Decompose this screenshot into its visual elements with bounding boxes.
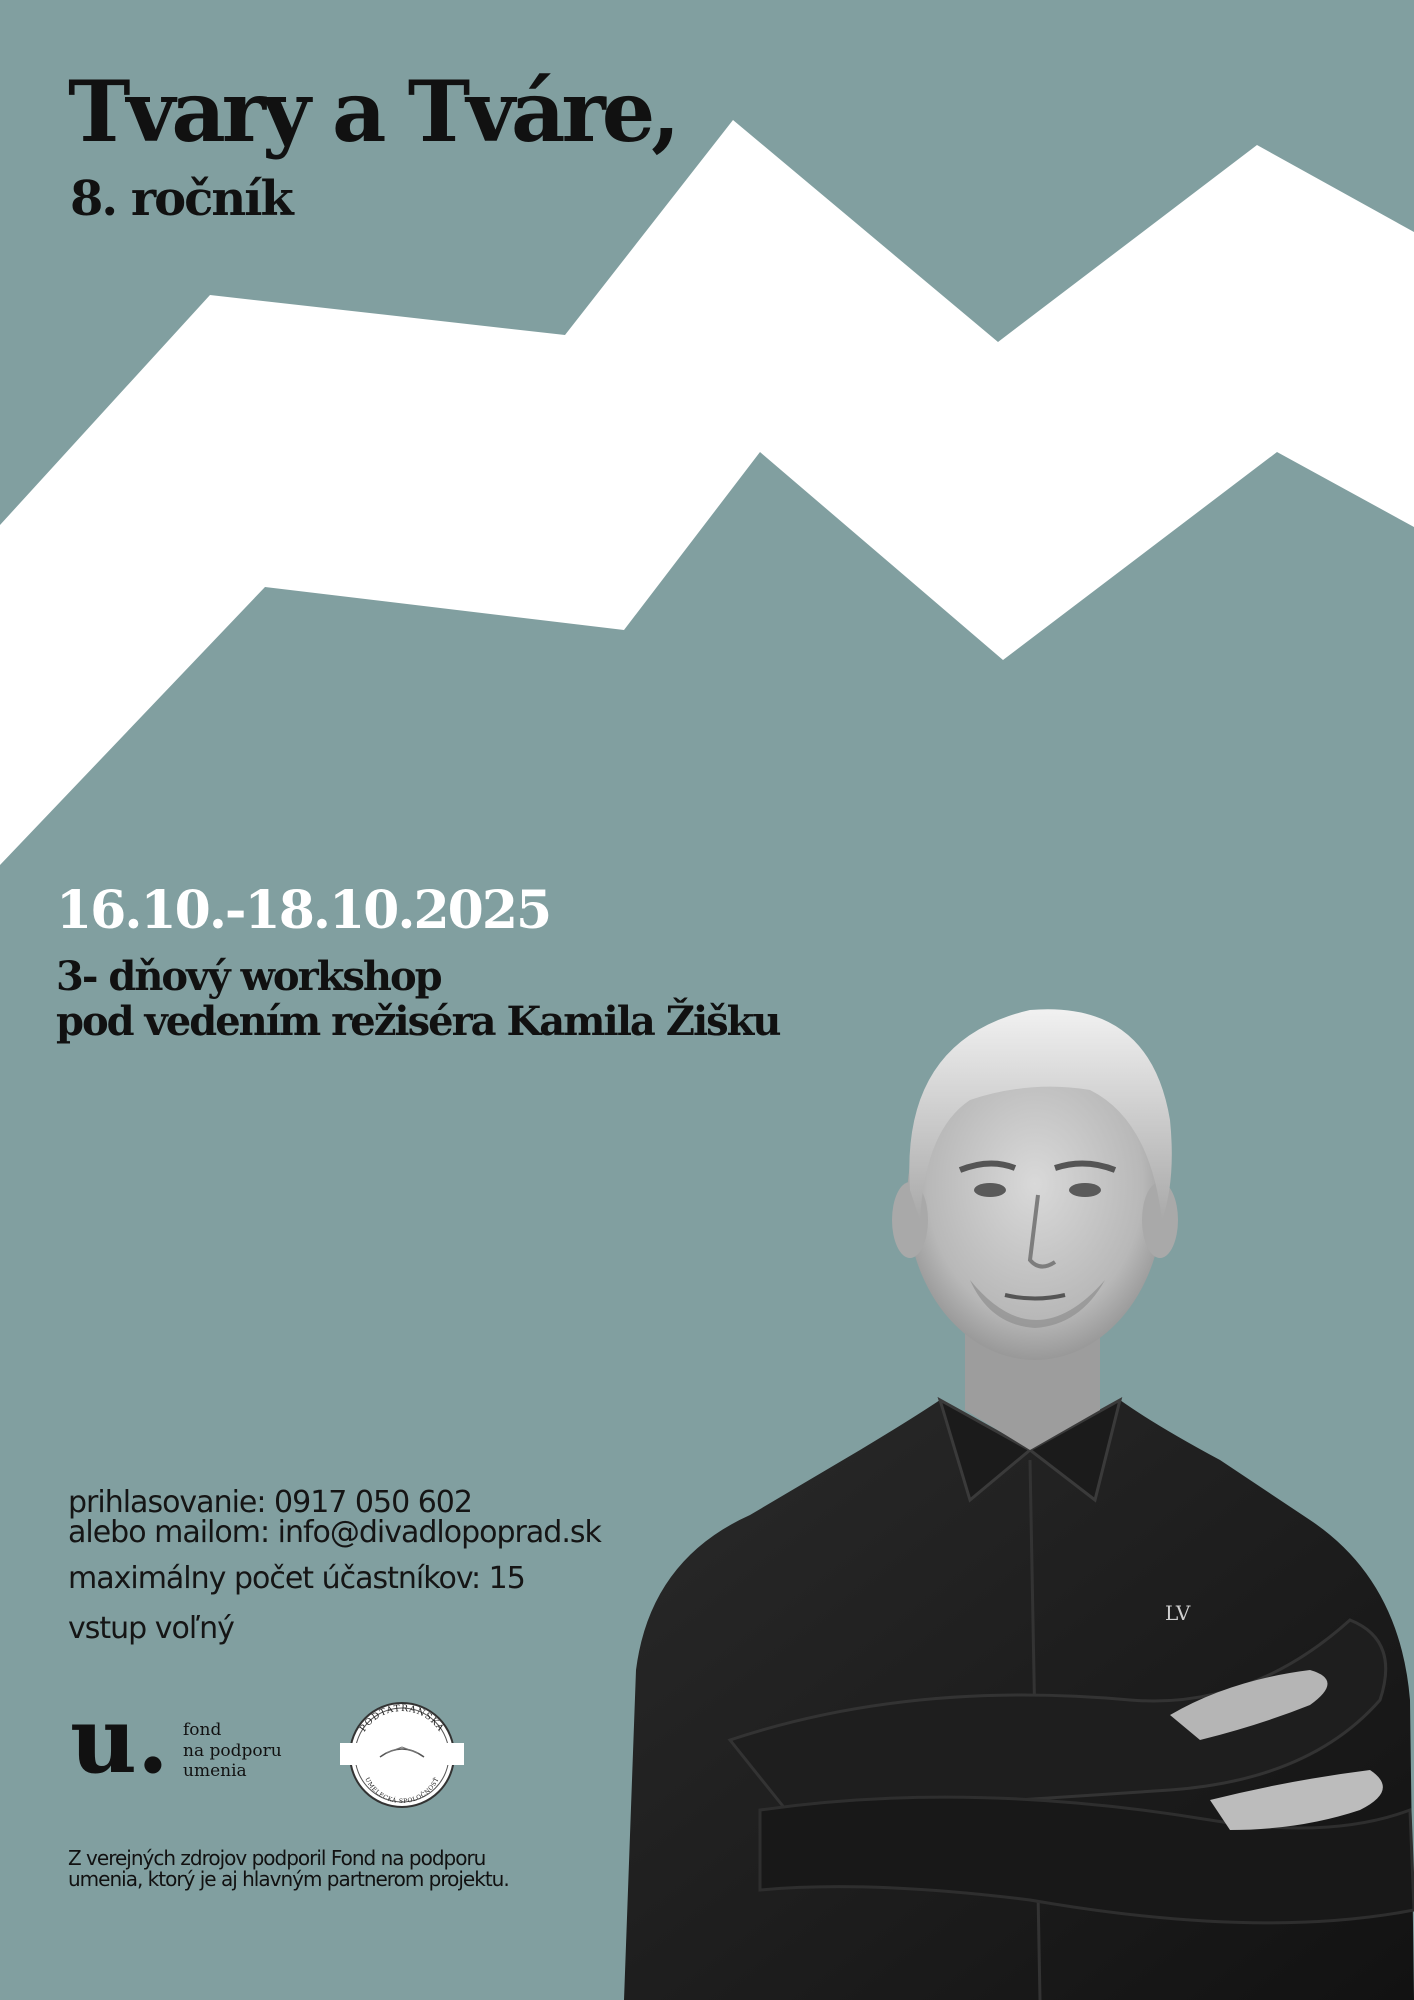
registration-phone: prihlasovanie: 0917 050 602 (68, 1485, 472, 1520)
contact-info (68, 1485, 601, 1646)
fund-line-2: na podporu (183, 1740, 282, 1761)
fund-line-1: fond (183, 1720, 222, 1740)
entry-text: vstup voľný (68, 1611, 234, 1646)
seal-bottom-text: UMELECKÁ SPOLOČNOSŤ (363, 1776, 441, 1806)
funding-credits (68, 1848, 509, 1890)
fond-na-podporu-umenia-logo (70, 1700, 180, 1790)
portrait-photo (610, 980, 1414, 2000)
fund-line-3: umenia (183, 1761, 247, 1782)
podtatranska-umelecka-spolocnost-seal (340, 1697, 464, 1809)
credits-line-2: umenia, ktorý je aj hlavným partnerom projektu. (68, 1867, 509, 1891)
edition-label: 8. ročník (70, 171, 292, 227)
capacity-text: maximálny počet účastníkov: 15 (68, 1561, 525, 1596)
workshop-line-2: pod vedením režiséra Kamila Žišku (56, 997, 780, 1045)
svg-text:LV: LV (1165, 1601, 1191, 1625)
credits-line-1: Z verejných zdrojov podporil Fond na podporu (68, 1846, 486, 1870)
workshop-line-1: 3- dňový workshop (56, 953, 441, 1000)
event-dates: 16.10.-18.10.2025 (56, 880, 551, 941)
registration-email: alebo mailom: info@divadlopoprad.sk (68, 1515, 601, 1550)
fund-logo-mark: u. (70, 1700, 169, 1790)
poster-title: Tvary a Tváre, (68, 62, 677, 161)
fund-logo-text (183, 1720, 282, 1782)
seal-top-text: PODTATRANSKÁ (358, 1703, 446, 1734)
